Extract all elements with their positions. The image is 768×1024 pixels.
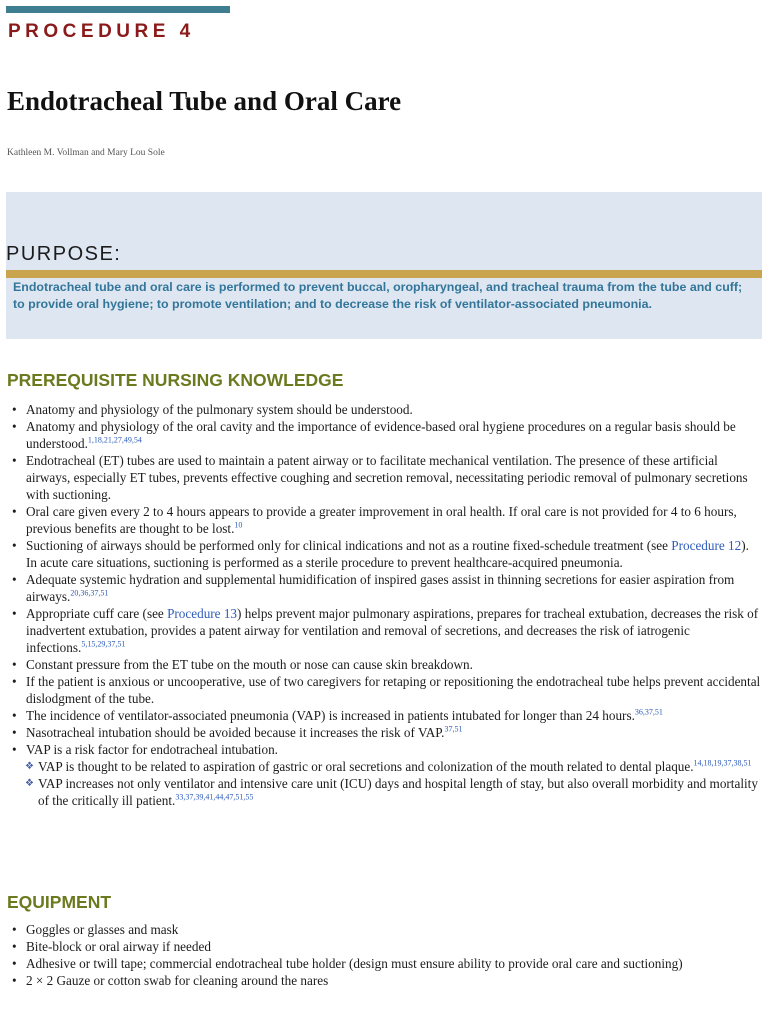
sub-bullet-icon: ❖: [25, 778, 34, 789]
bullet-icon: •: [12, 572, 17, 587]
item-text: VAP is a risk factor for endotracheal intubation.: [26, 742, 278, 757]
reference-link[interactable]: 33,37,39,41,44,47,51,55: [175, 792, 254, 802]
bullet-icon: •: [12, 453, 17, 468]
item-text: Oral care given every 2 to 4 hours appears to provide a greater improvement in oral health. If oral care is not provided for 4 to 6 hours, previous benefits are thought to be lost.: [26, 504, 737, 536]
reference-link[interactable]: 14,18,19,37,38,51: [693, 758, 752, 768]
list-item: [0, 758, 762, 775]
bullet-icon: •: [12, 708, 17, 723]
item-text: Endotracheal (ET) tubes are used to maintain a patent airway or to facilitate mechanical ventilation. The presence of these artificial airways, especially ET tubes, prevents effective coughing and secretion removal, necessitating periodic removal of pulmonary secretions with suctioning.: [26, 453, 748, 502]
sub-bullet-icon: ❖: [25, 761, 34, 772]
item-text: If the patient is anxious or uncooperative, use of two caregivers for retaping or repositioning the endotracheal tube helps prevent accidental dislodgment of the tube.: [26, 674, 761, 706]
item-text: VAP increases not only ventilator and intensive care unit (ICU) days and hospital length of stay, but also overall morbidity and mortality of the critically ill patient.: [38, 776, 758, 808]
list-item: [0, 537, 762, 571]
procedure-link[interactable]: Procedure 12: [671, 538, 742, 553]
list-item: [0, 656, 762, 673]
list-item: [0, 972, 762, 989]
item-text: Constant pressure from the ET tube on the mouth or nose can cause skin breakdown.: [26, 657, 473, 672]
item-text: Suctioning of airways should be performed only for clinical indications and not as a routine fixed-schedule treatment (see: [26, 538, 672, 553]
item-text: Adequate systemic hydration and supplemental humidification of inspired gases assist in thinning secretions for easier aspiration from airways.: [26, 572, 735, 604]
list-item: [0, 741, 762, 758]
bullet-icon: •: [12, 606, 17, 621]
authors: Kathleen M. Vollman and Mary Lou Sole: [7, 148, 165, 158]
page-title: Endotracheal Tube and Oral Care: [7, 86, 402, 116]
list-item: [0, 724, 762, 741]
prerequisite-list: [0, 401, 762, 809]
list-item: [0, 452, 762, 503]
equipment-list: [0, 921, 762, 989]
reference-link[interactable]: 36,37,51: [634, 707, 663, 717]
reference-link[interactable]: 10: [234, 520, 243, 530]
list-item: [0, 673, 762, 707]
purpose-divider: [6, 270, 762, 278]
item-text: VAP is thought to be related to aspiration of gastric or oral secretions and colonization of the mouth related to dental plaque.: [38, 759, 694, 774]
bullet-icon: •: [12, 402, 17, 417]
item-text: ) helps prevent major pulmonary aspirations, prepares for tracheal extubation, decreases the risk of inadvertent extubation, provides a patent airway for ventilation and removal of secretions, and decreases the risk of iatrogenic infections.: [26, 606, 759, 655]
bullet-icon: •: [12, 538, 17, 553]
item-text: Goggles or glasses and mask: [26, 922, 179, 937]
top-rule: [6, 6, 230, 13]
bullet-icon: •: [12, 674, 17, 689]
procedure-label: PROCEDURE 4: [8, 21, 195, 42]
list-item: [0, 571, 762, 605]
reference-link[interactable]: 5,15,29,37,51: [81, 639, 126, 649]
reference-link[interactable]: 37,51: [444, 724, 463, 734]
list-item: [0, 707, 762, 724]
reference-link[interactable]: 1,18,21,27,49,54: [87, 435, 142, 445]
purpose-text: Endotracheal tube and oral care is performed to prevent buccal, oropharyngeal, and tracheal trauma from the tube and cuff; to provide oral hygiene; to promote ventilation; and to decrease the risk of ventilator-associated pneumonia.: [13, 280, 743, 311]
item-text: Nasotracheal intubation should be avoided because it increases the risk of VAP.: [26, 725, 445, 740]
item-text: Anatomy and physiology of the pulmonary system should be understood.: [26, 402, 413, 417]
bullet-icon: •: [12, 742, 17, 757]
list-item: [0, 418, 762, 452]
bullet-icon: •: [12, 939, 17, 954]
bullet-icon: •: [12, 657, 17, 672]
item-text: The incidence of ventilator-associated pneumonia (VAP) is increased in patients intubated for longer than 24 hours.: [26, 708, 635, 723]
equipment-heading: EQUIPMENT: [7, 892, 112, 912]
bullet-icon: •: [12, 956, 17, 971]
item-text: 2 × 2 Gauze or cotton swab for cleaning around the nares: [26, 973, 329, 988]
bullet-icon: •: [12, 504, 17, 519]
item-text: Anatomy and physiology of the oral cavity and the importance of evidence-based oral hygiene procedures on a regular basis should be understood.: [26, 419, 736, 451]
list-item: [0, 401, 762, 418]
bullet-icon: •: [12, 973, 17, 988]
bullet-icon: •: [12, 922, 17, 937]
procedure-link[interactable]: Procedure 13: [167, 606, 238, 621]
prerequisite-heading: PREREQUISITE NURSING KNOWLEDGE: [7, 370, 344, 390]
list-item: [0, 605, 762, 656]
item-text: Adhesive or twill tape; commercial endotracheal tube holder (design must ensure ability to provide oral care and suctioning): [26, 956, 683, 971]
list-item: [0, 955, 762, 972]
list-item: [0, 921, 762, 938]
list-item: [0, 938, 762, 955]
list-item: [0, 775, 762, 809]
purpose-heading: PURPOSE:: [6, 243, 122, 265]
item-text: Bite-block or oral airway if needed: [26, 939, 211, 954]
bullet-icon: •: [12, 725, 17, 740]
item-text: ). In acute care situations, suctioning is performed as a sterile procedure to prevent healthcare-acquired pneumonia.: [26, 538, 749, 570]
bullet-icon: •: [12, 419, 17, 434]
list-item: [0, 503, 762, 537]
reference-link[interactable]: 20,36,37,51: [70, 588, 109, 598]
item-text: Appropriate cuff care (see: [26, 606, 168, 621]
